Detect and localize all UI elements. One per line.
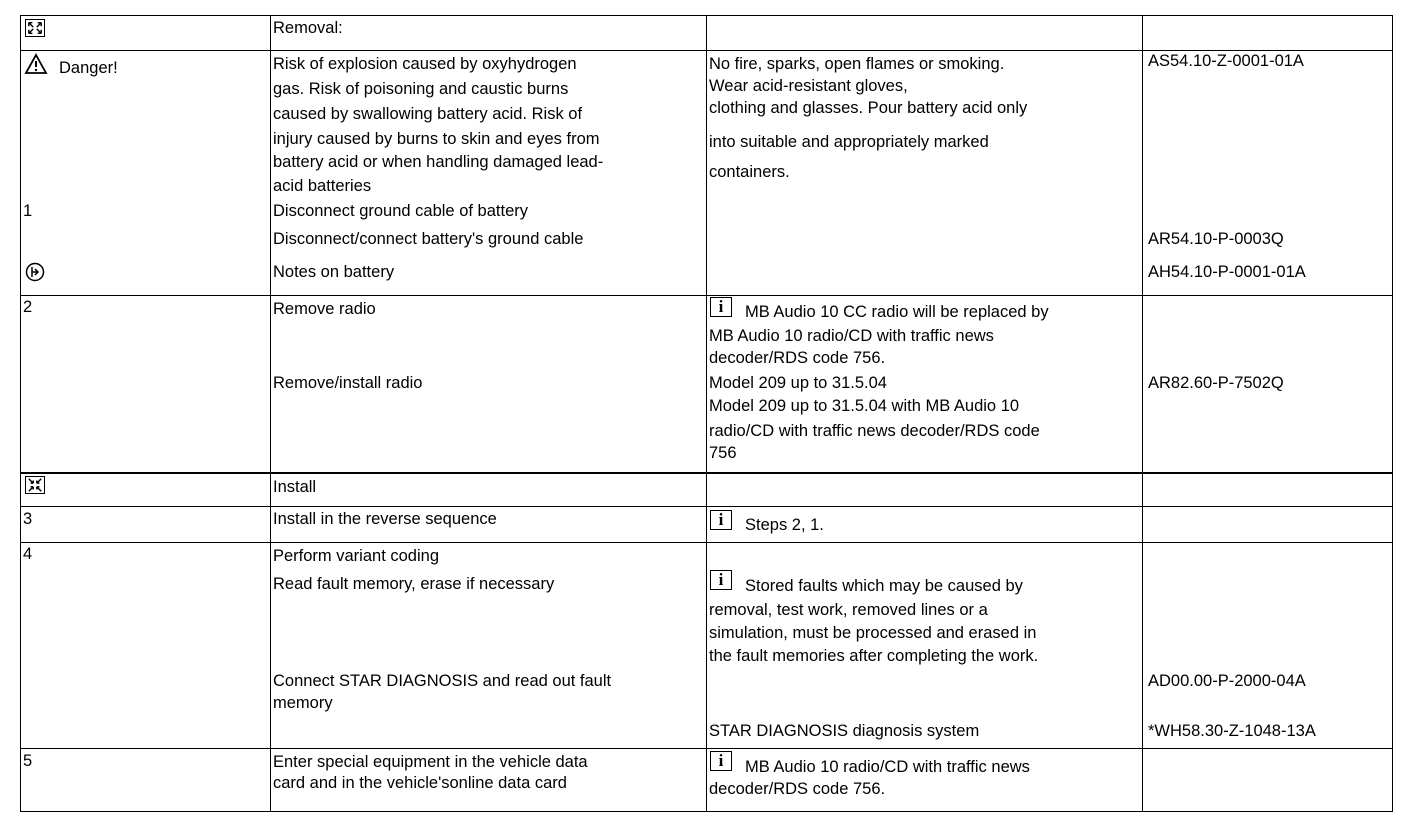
table-border-left	[20, 15, 21, 812]
row-border	[20, 472, 1393, 474]
info-icon: i	[710, 510, 732, 530]
column-divider-2	[706, 15, 707, 812]
notes-reference[interactable]: AH54.10-P-0001-01A	[1148, 263, 1306, 281]
step5-note-line: MB Audio 10 radio/CD with traffic news	[745, 758, 1030, 776]
step1-sub-action: Disconnect/connect battery's ground cable	[273, 230, 584, 248]
step2-note-line: MB Audio 10 radio/CD with traffic news	[709, 327, 994, 345]
danger-text-line: gas. Risk of poisoning and caustic burns	[273, 80, 569, 98]
step4-diagnosis-system: STAR DIAGNOSIS diagnosis system	[709, 722, 980, 740]
column-divider-3	[1142, 15, 1143, 812]
row-border	[20, 295, 1393, 296]
step2-action: Remove radio	[273, 300, 376, 318]
precaution-line: containers.	[709, 163, 790, 181]
step2-sub-note-line: 756	[709, 444, 737, 462]
step2-sub-note-line: Model 209 up to 31.5.04	[709, 374, 887, 392]
danger-text-line: caused by swallowing battery acid. Risk of	[273, 105, 583, 123]
danger-text-line: Risk of explosion caused by oxyhydrogen	[273, 55, 577, 73]
step5-action-line: Enter special equipment in the vehicle data	[273, 753, 588, 771]
step1-action: Disconnect ground cable of battery	[273, 202, 528, 220]
step-number: 1	[23, 202, 33, 220]
step-number: 2	[23, 298, 33, 316]
step2-sub-note-line: radio/CD with traffic news decoder/RDS code	[709, 422, 1040, 440]
expand-arrows-icon	[25, 19, 45, 37]
step4-note-line: the fault memories after completing the work.	[709, 647, 1039, 665]
column-divider-1	[270, 15, 271, 812]
table-border-right	[1392, 15, 1393, 812]
info-icon: i	[710, 570, 732, 590]
step1-sub-reference[interactable]: AR54.10-P-0003Q	[1148, 230, 1284, 248]
removal-heading: Removal:	[273, 19, 343, 37]
step5-note-line: decoder/RDS code 756.	[709, 780, 886, 798]
danger-label: Danger!	[59, 59, 118, 77]
step2-note-line: MB Audio 10 CC radio will be replaced by	[745, 303, 1049, 321]
install-heading: Install	[273, 478, 317, 496]
precaution-line: Wear acid-resistant gloves,	[709, 77, 908, 95]
step4-diagnosis-reference[interactable]: *WH58.30-Z-1048-13A	[1148, 722, 1316, 740]
step4-sub-action: Read fault memory, erase if necessary	[273, 575, 555, 593]
danger-text-line: battery acid or when handling damaged lead-	[273, 153, 604, 171]
row-border-top	[20, 15, 1393, 16]
precaution-line: No fire, sparks, open flames or smoking.	[709, 55, 1005, 73]
row-border-bottom	[20, 811, 1393, 812]
notes-on-battery: Notes on battery	[273, 263, 395, 281]
step4-connect-reference[interactable]: AD00.00-P-2000-04A	[1148, 672, 1306, 690]
step2-sub-action: Remove/install radio	[273, 374, 423, 392]
step2-sub-note-line: Model 209 up to 31.5.04 with MB Audio 10	[709, 397, 1020, 415]
step2-sub-reference[interactable]: AR82.60-P-7502Q	[1148, 374, 1284, 392]
step4-note-line: Stored faults which may be caused by	[745, 577, 1023, 595]
step4-connect-line: memory	[273, 694, 333, 712]
info-icon: i	[710, 751, 732, 771]
danger-text-line: injury caused by burns to skin and eyes from	[273, 130, 600, 148]
step-number: 3	[23, 510, 33, 528]
row-border	[20, 748, 1393, 749]
warning-triangle-icon	[24, 53, 48, 75]
precaution-line: into suitable and appropriately marked	[709, 133, 989, 151]
step-number: 4	[23, 545, 33, 563]
step-number: 5	[23, 752, 33, 770]
info-icon: i	[710, 297, 732, 317]
notes-pointer-icon	[25, 262, 45, 282]
step2-note-line: decoder/RDS code 756.	[709, 349, 886, 367]
step3-note: Steps 2, 1.	[745, 516, 824, 534]
row-border	[20, 542, 1393, 543]
step5-action-line: card and in the vehicle'sonline data card	[273, 774, 567, 792]
step4-note-line: simulation, must be processed and erased in	[709, 624, 1037, 642]
step3-action: Install in the reverse sequence	[273, 510, 497, 528]
precaution-line: clothing and glasses. Pour battery acid only	[709, 99, 1028, 117]
step4-connect-line: Connect STAR DIAGNOSIS and read out fault	[273, 672, 612, 690]
collapse-arrows-icon	[25, 476, 45, 494]
danger-text-line: acid batteries	[273, 177, 372, 195]
row-border	[20, 506, 1393, 507]
step4-action: Perform variant coding	[273, 547, 439, 565]
danger-reference[interactable]: AS54.10-Z-0001-01A	[1148, 52, 1304, 70]
step4-note-line: removal, test work, removed lines or a	[709, 601, 988, 619]
